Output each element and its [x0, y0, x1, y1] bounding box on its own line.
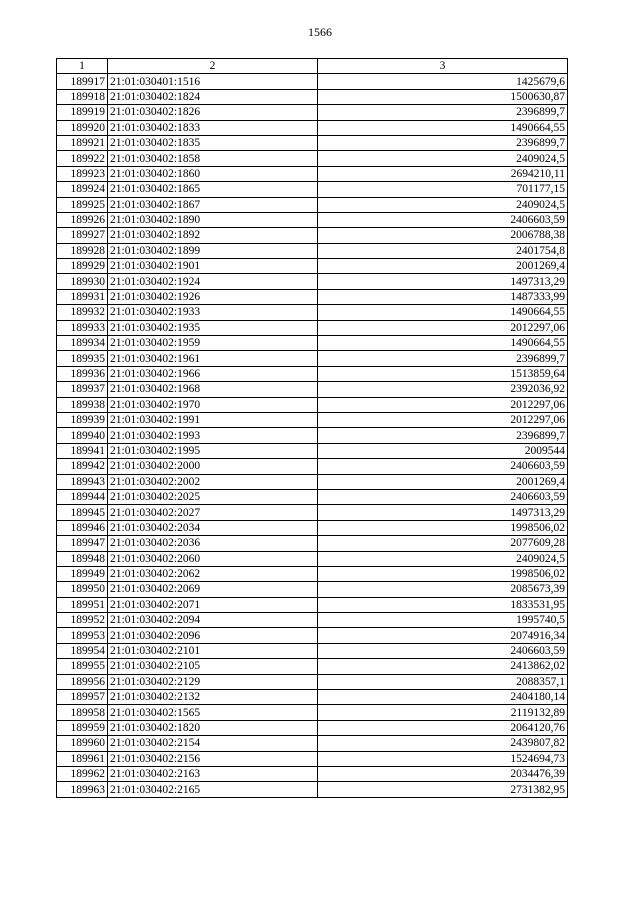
cadastral-value: 2077609,28 [318, 536, 568, 551]
row-number: 189918 [57, 89, 108, 104]
row-number: 189963 [57, 782, 108, 797]
row-number: 189919 [57, 105, 108, 120]
table-row [57, 489, 568, 504]
row-number: 189938 [57, 397, 108, 412]
table-header-row [57, 59, 568, 74]
table-row [57, 212, 568, 227]
row-number: 189948 [57, 551, 108, 566]
table-row [57, 382, 568, 397]
table-row [57, 628, 568, 643]
cadastral-number: 21:01:030402:1959 [108, 336, 318, 351]
row-number: 189936 [57, 366, 108, 381]
cadastral-number: 21:01:030402:1966 [108, 366, 318, 381]
cadastral-number: 21:01:030402:1867 [108, 197, 318, 212]
cadastral-value: 2406603,59 [318, 212, 568, 227]
cadastral-value: 1998506,02 [318, 520, 568, 535]
row-number: 189920 [57, 120, 108, 135]
table-row [57, 659, 568, 674]
row-number: 189929 [57, 259, 108, 274]
table-row [57, 320, 568, 335]
cadastral-number: 21:01:030402:1961 [108, 351, 318, 366]
table-body [57, 74, 568, 797]
row-number: 189939 [57, 412, 108, 427]
cadastral-number: 21:01:030402:2129 [108, 674, 318, 689]
table-row [57, 597, 568, 612]
table-row [57, 720, 568, 735]
cadastral-value: 1490664,55 [318, 120, 568, 135]
table-row [57, 613, 568, 628]
row-number: 189932 [57, 305, 108, 320]
cadastral-value: 2401754,8 [318, 243, 568, 258]
cadastral-number: 21:01:030402:2096 [108, 628, 318, 643]
table-row [57, 228, 568, 243]
table-row [57, 135, 568, 150]
row-number: 189951 [57, 597, 108, 612]
cadastral-number: 21:01:030402:2105 [108, 659, 318, 674]
cadastral-number: 21:01:030402:1835 [108, 135, 318, 150]
cadastral-value: 2012297,06 [318, 397, 568, 412]
cadastral-number: 21:01:030402:2154 [108, 736, 318, 751]
row-number: 189947 [57, 536, 108, 551]
table-row [57, 505, 568, 520]
cadastral-number: 21:01:030402:2163 [108, 766, 318, 781]
row-number: 189940 [57, 428, 108, 443]
cadastral-number: 21:01:030402:1833 [108, 120, 318, 135]
cadastral-value: 2731382,95 [318, 782, 568, 797]
cadastral-value: 2034476,39 [318, 766, 568, 781]
row-number: 189954 [57, 643, 108, 658]
cadastral-value: 2012297,06 [318, 320, 568, 335]
table-row [57, 782, 568, 797]
row-number: 189923 [57, 166, 108, 181]
row-number: 189955 [57, 659, 108, 674]
cadastral-number: 21:01:030402:2132 [108, 690, 318, 705]
row-number: 189945 [57, 505, 108, 520]
table-row [57, 551, 568, 566]
cadastral-value: 2001269,4 [318, 474, 568, 489]
cadastral-number: 21:01:030402:2034 [108, 520, 318, 535]
table-row [57, 151, 568, 166]
cadastral-value: 2006788,38 [318, 228, 568, 243]
cadastral-number: 21:01:030402:1924 [108, 274, 318, 289]
cadastral-number: 21:01:030402:1565 [108, 705, 318, 720]
cadastral-number: 21:01:030402:1970 [108, 397, 318, 412]
row-number: 189953 [57, 628, 108, 643]
cadastral-number: 21:01:030402:1858 [108, 151, 318, 166]
cadastral-value: 2409024,5 [318, 197, 568, 212]
row-number: 189924 [57, 182, 108, 197]
table-row [57, 536, 568, 551]
row-number: 189946 [57, 520, 108, 535]
cadastral-value: 1524694,73 [318, 751, 568, 766]
cadastral-value: 2074916,34 [318, 628, 568, 643]
cadastral-number: 21:01:030402:1826 [108, 105, 318, 120]
cadastral-number: 21:01:030402:2036 [108, 536, 318, 551]
table-row [57, 120, 568, 135]
table-row [57, 766, 568, 781]
row-number: 189931 [57, 289, 108, 304]
table-row [57, 582, 568, 597]
table-row [57, 412, 568, 427]
table-row [57, 520, 568, 535]
cadastral-value: 2064120,76 [318, 720, 568, 735]
column-header-2: 2 [108, 59, 318, 74]
row-number: 189942 [57, 459, 108, 474]
cadastral-value: 701177,15 [318, 182, 568, 197]
cadastral-value: 2009544 [318, 443, 568, 458]
row-number: 189941 [57, 443, 108, 458]
table-row [57, 305, 568, 320]
table-row [57, 89, 568, 104]
cadastral-value: 1497313,29 [318, 274, 568, 289]
row-number: 189927 [57, 228, 108, 243]
table-row [57, 474, 568, 489]
cadastral-number: 21:01:030402:2094 [108, 613, 318, 628]
row-number: 189961 [57, 751, 108, 766]
table-row [57, 443, 568, 458]
cadastral-number: 21:01:030402:1890 [108, 212, 318, 227]
cadastral-value: 2001269,4 [318, 259, 568, 274]
cadastral-number: 21:01:030402:2060 [108, 551, 318, 566]
row-number: 189950 [57, 582, 108, 597]
cadastral-value: 1425679,6 [318, 74, 568, 89]
cadastral-number: 21:01:030401:1516 [108, 74, 318, 89]
row-number: 189957 [57, 690, 108, 705]
cadastral-number: 21:01:030402:2002 [108, 474, 318, 489]
row-number: 189930 [57, 274, 108, 289]
table-row [57, 166, 568, 181]
cadastral-table [56, 58, 568, 798]
row-number: 189925 [57, 197, 108, 212]
row-number: 189933 [57, 320, 108, 335]
table-row [57, 259, 568, 274]
row-number: 189934 [57, 336, 108, 351]
page-number: 1566 [308, 25, 332, 39]
cadastral-number: 21:01:030402:2062 [108, 566, 318, 581]
cadastral-number: 21:01:030402:1933 [108, 305, 318, 320]
cadastral-number: 21:01:030402:1991 [108, 412, 318, 427]
table-row [57, 243, 568, 258]
column-header-3: 3 [318, 59, 568, 74]
table-row [57, 366, 568, 381]
table-row [57, 751, 568, 766]
cadastral-value: 1490664,55 [318, 305, 568, 320]
cadastral-number: 21:01:030402:2025 [108, 489, 318, 504]
row-number: 189944 [57, 489, 108, 504]
row-number: 189928 [57, 243, 108, 258]
cadastral-number: 21:01:030402:1865 [108, 182, 318, 197]
table-row [57, 182, 568, 197]
row-number: 189949 [57, 566, 108, 581]
cadastral-value: 2396899,7 [318, 351, 568, 366]
cadastral-value: 1998506,02 [318, 566, 568, 581]
cadastral-value: 2404180,14 [318, 690, 568, 705]
row-number: 189956 [57, 674, 108, 689]
cadastral-value: 2119132,89 [318, 705, 568, 720]
cadastral-value: 2406603,59 [318, 459, 568, 474]
row-number: 189935 [57, 351, 108, 366]
table-row [57, 74, 568, 89]
cadastral-value: 1490664,55 [318, 336, 568, 351]
table-row [57, 351, 568, 366]
cadastral-value: 2409024,5 [318, 551, 568, 566]
table-row [57, 274, 568, 289]
table-row [57, 674, 568, 689]
cadastral-number: 21:01:030402:1860 [108, 166, 318, 181]
table-row [57, 197, 568, 212]
cadastral-number: 21:01:030402:2165 [108, 782, 318, 797]
row-number: 189921 [57, 135, 108, 150]
cadastral-number: 21:01:030402:2101 [108, 643, 318, 658]
table-row [57, 459, 568, 474]
cadastral-value: 2392036,92 [318, 382, 568, 397]
cadastral-value: 2409024,5 [318, 151, 568, 166]
table-row [57, 690, 568, 705]
cadastral-number: 21:01:030402:1995 [108, 443, 318, 458]
cadastral-number: 21:01:030402:1935 [108, 320, 318, 335]
cadastral-value: 2085673,39 [318, 582, 568, 597]
cadastral-value: 2406603,59 [318, 489, 568, 504]
cadastral-value: 2396899,7 [318, 105, 568, 120]
cadastral-number: 21:01:030402:1892 [108, 228, 318, 243]
cadastral-value: 2088357,1 [318, 674, 568, 689]
cadastral-value: 2012297,06 [318, 412, 568, 427]
row-number: 189917 [57, 74, 108, 89]
cadastral-value: 1833531,95 [318, 597, 568, 612]
cadastral-value: 2396899,7 [318, 135, 568, 150]
cadastral-value: 2396899,7 [318, 428, 568, 443]
cadastral-value: 2439807,82 [318, 736, 568, 751]
cadastral-value: 1995740,5 [318, 613, 568, 628]
row-number: 189943 [57, 474, 108, 489]
row-number: 189952 [57, 613, 108, 628]
cadastral-number: 21:01:030402:1926 [108, 289, 318, 304]
table-row [57, 428, 568, 443]
cadastral-number: 21:01:030402:1824 [108, 89, 318, 104]
cadastral-number: 21:01:030402:2000 [108, 459, 318, 474]
row-number: 189922 [57, 151, 108, 166]
cadastral-number: 21:01:030402:2071 [108, 597, 318, 612]
cadastral-value: 2406603,59 [318, 643, 568, 658]
table-row [57, 566, 568, 581]
row-number: 189960 [57, 736, 108, 751]
table-row [57, 736, 568, 751]
row-number: 189958 [57, 705, 108, 720]
cadastral-number: 21:01:030402:2156 [108, 751, 318, 766]
cadastral-value: 2413862,02 [318, 659, 568, 674]
cadastral-value: 1497313,29 [318, 505, 568, 520]
cadastral-number: 21:01:030402:1899 [108, 243, 318, 258]
cadastral-number: 21:01:030402:1993 [108, 428, 318, 443]
cadastral-value: 1500630,87 [318, 89, 568, 104]
table-row [57, 336, 568, 351]
cadastral-value: 1513859,64 [318, 366, 568, 381]
cadastral-number: 21:01:030402:2069 [108, 582, 318, 597]
cadastral-number: 21:01:030402:1901 [108, 259, 318, 274]
cadastral-number: 21:01:030402:1968 [108, 382, 318, 397]
table-row [57, 289, 568, 304]
cadastral-number: 21:01:030402:2027 [108, 505, 318, 520]
row-number: 189926 [57, 212, 108, 227]
row-number: 189937 [57, 382, 108, 397]
row-number: 189962 [57, 766, 108, 781]
table-row [57, 643, 568, 658]
cadastral-value: 1487333,99 [318, 289, 568, 304]
row-number: 189959 [57, 720, 108, 735]
table-row [57, 397, 568, 412]
table-row [57, 705, 568, 720]
cadastral-number: 21:01:030402:1820 [108, 720, 318, 735]
cadastral-value: 2694210,11 [318, 166, 568, 181]
table-row [57, 105, 568, 120]
column-header-1: 1 [57, 59, 108, 74]
